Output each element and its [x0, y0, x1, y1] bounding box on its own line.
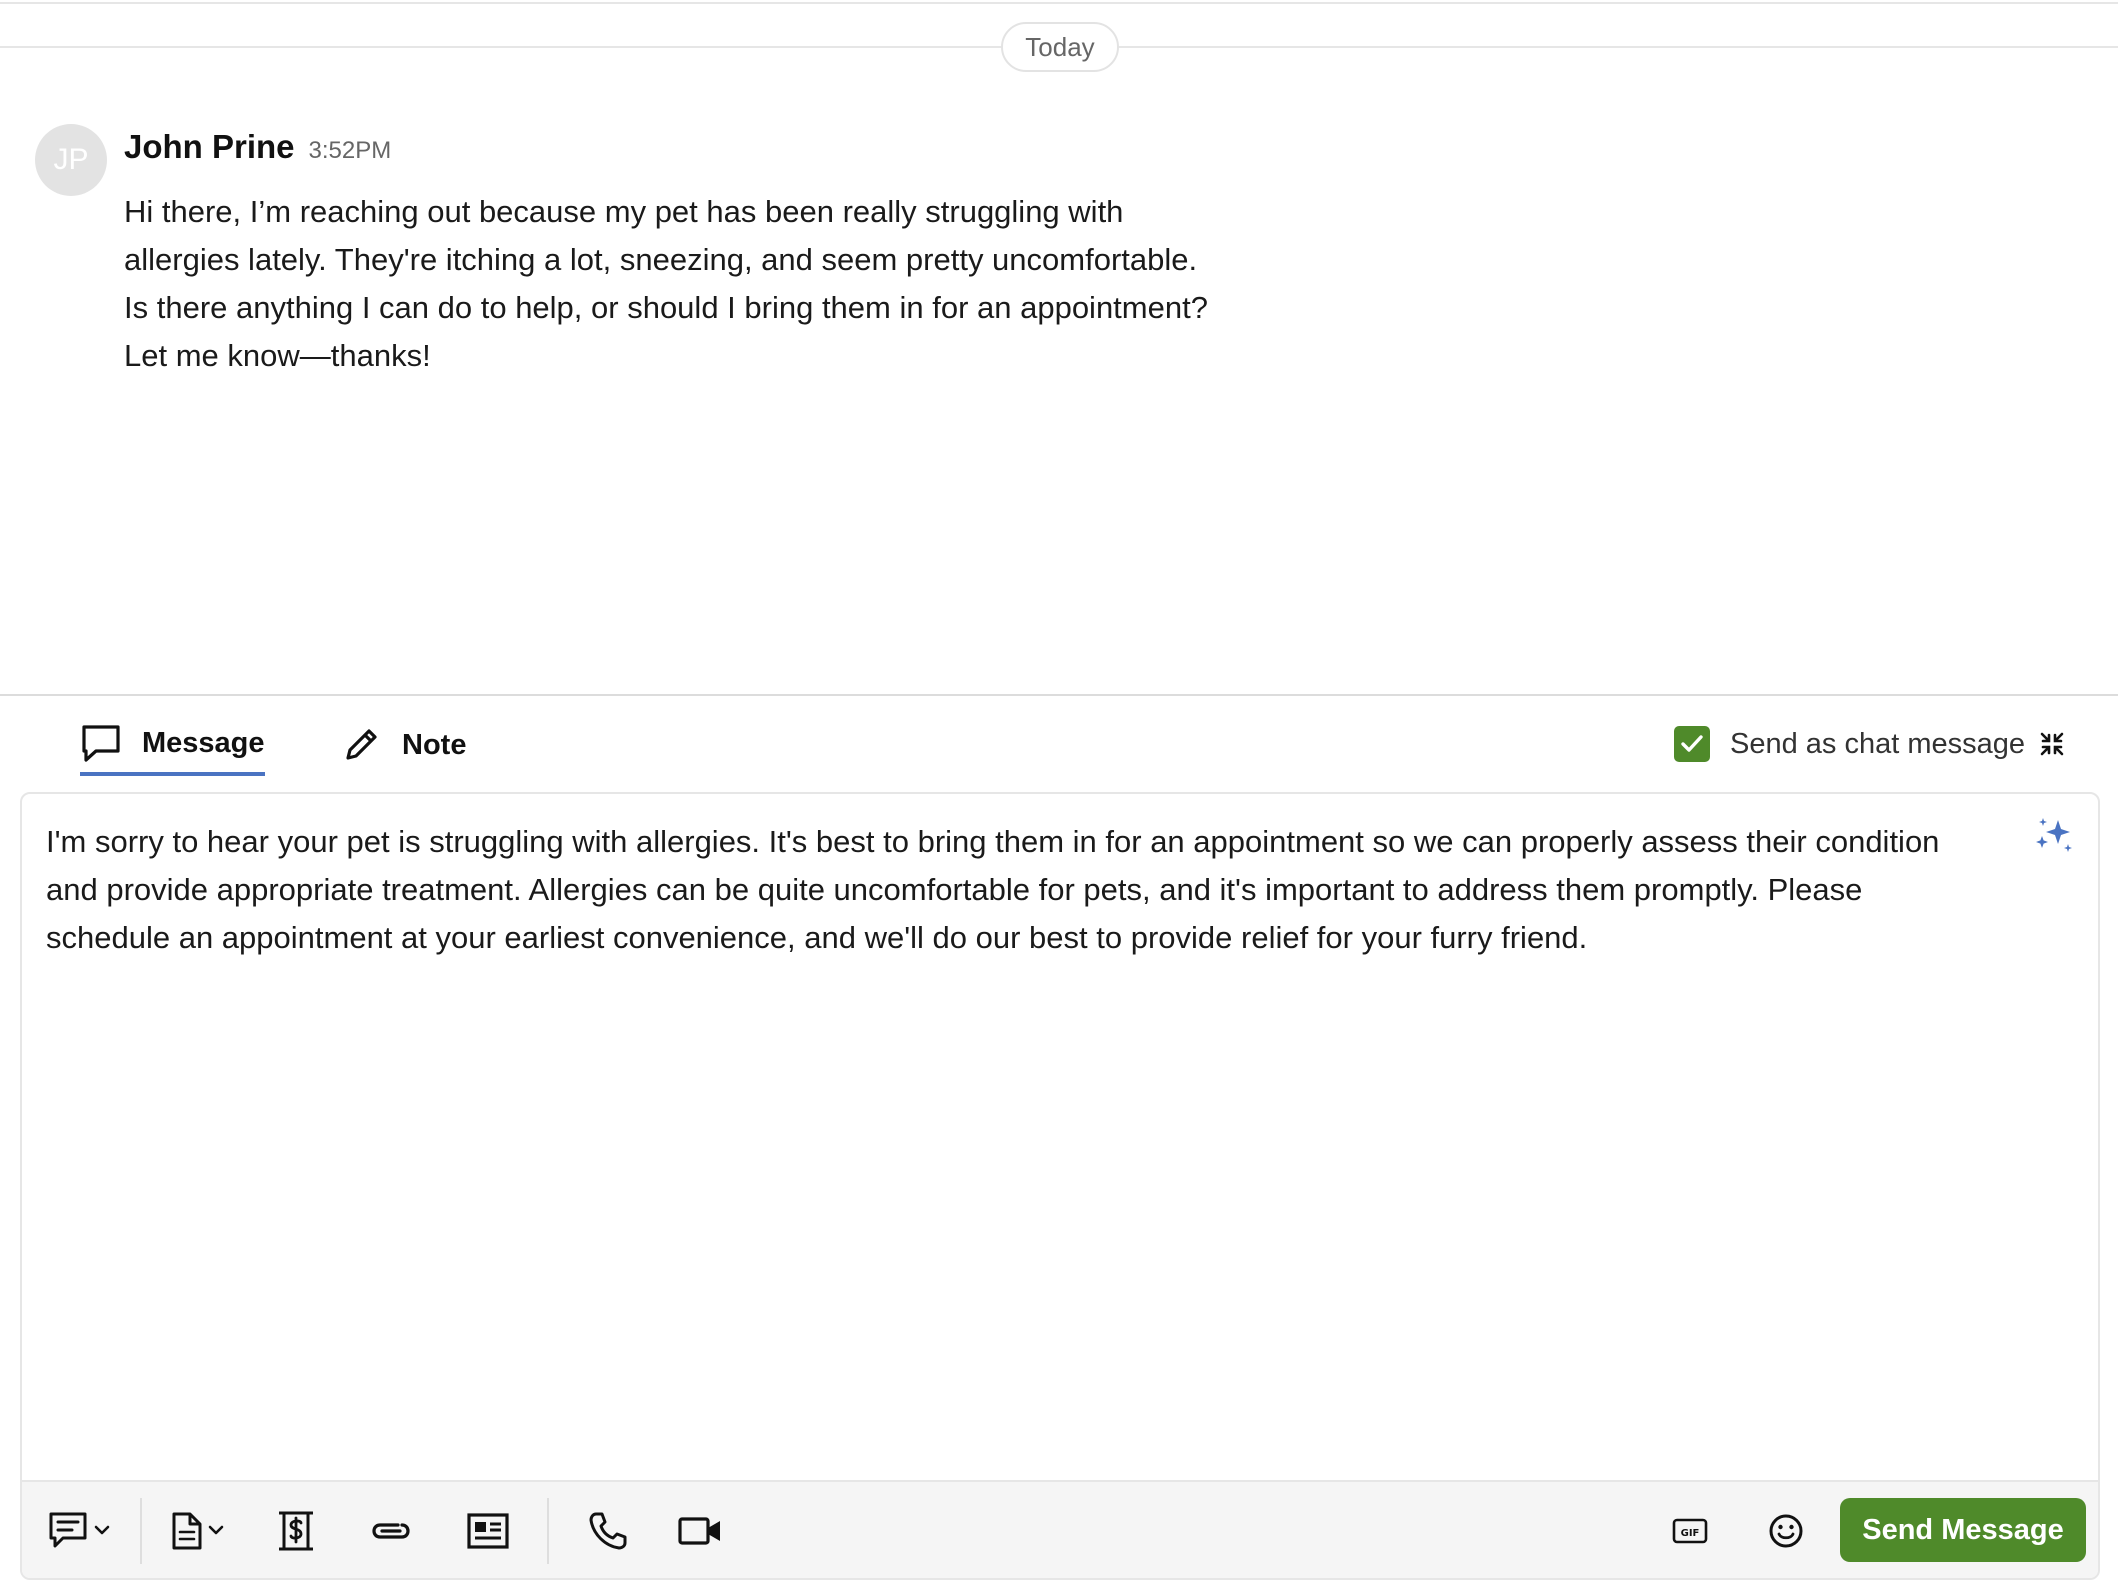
send-as-chat-toggle[interactable]: [1674, 724, 2025, 764]
message-line: Is there anything I can do to help, or should I bring them in for an appointment?: [124, 290, 1208, 325]
toolbar-separator: [547, 1498, 549, 1564]
invoice-button[interactable]: [274, 1506, 318, 1556]
message-line: Hi there, I’m reaching out because my pet has been really struggling with: [124, 194, 1124, 229]
checkmark-icon: [1679, 731, 1705, 757]
document-dropdown[interactable]: [168, 1506, 234, 1556]
gif-label: GIF: [1680, 1528, 1700, 1539]
record-card-icon: [467, 1513, 509, 1549]
phone-call-button[interactable]: [586, 1506, 630, 1556]
message-editor[interactable]: [20, 792, 2100, 1580]
send-as-chat-checkbox[interactable]: [1674, 726, 1710, 762]
message-line: Let me know—thanks!: [124, 338, 431, 373]
emoji-icon: [1768, 1513, 1804, 1549]
toolbar-separator: [140, 1498, 142, 1564]
tab-note[interactable]: [340, 714, 466, 776]
canned-response-icon: [48, 1511, 114, 1551]
tab-message[interactable]: [80, 714, 265, 776]
phone-icon: [587, 1510, 629, 1552]
tab-message-label: Message: [142, 726, 265, 759]
gif-icon: [1672, 1517, 1708, 1545]
speech-bubble-icon: [80, 722, 122, 764]
video-call-button[interactable]: [678, 1506, 722, 1556]
collapse-icon[interactable]: [2038, 730, 2066, 758]
gif-button[interactable]: [1670, 1506, 1710, 1556]
date-divider-label: Today: [1001, 22, 1119, 72]
message-author: John Prine: [124, 128, 295, 165]
message-line: allergies lately. They're itching a lot, sneezing, and seem pretty uncomfortable.: [124, 242, 1198, 277]
draft-text[interactable]: I'm sorry to hear your pet is struggling with allergies. It's best to bring them in for an appointment so we can properly assess their condition and provide appropriate treatment. Allergies can be quite uncomfortable for pets, and it's important to address them promptly. Please schedule an appointment at your earliest convenience, and we'll do our best to provide relief for your furry friend.: [46, 824, 1940, 955]
message-header: [124, 128, 391, 166]
send-as-chat-label: Send as chat message: [1730, 727, 2026, 760]
emoji-button[interactable]: [1766, 1506, 1806, 1556]
send-message-button[interactable]: Send Message: [1840, 1498, 2086, 1562]
attachment-button[interactable]: [368, 1506, 412, 1556]
message-body: [124, 188, 1354, 380]
pencil-icon: [340, 724, 382, 766]
document-icon: [168, 1511, 234, 1551]
video-camera-icon: [678, 1516, 722, 1546]
composer-toolbar: [22, 1480, 2098, 1578]
date-divider: [0, 0, 2118, 72]
message-time: 3:52PM: [308, 137, 392, 164]
invoice-icon: [276, 1509, 316, 1553]
paperclip-icon: [368, 1516, 412, 1546]
quick-reply-dropdown[interactable]: [48, 1506, 114, 1556]
tab-note-label: Note: [402, 728, 467, 761]
ai-sparkle-icon[interactable]: [2034, 814, 2074, 854]
composer-divider: [0, 694, 2118, 696]
record-card-button[interactable]: [466, 1506, 510, 1556]
avatar[interactable]: JP: [35, 124, 107, 196]
